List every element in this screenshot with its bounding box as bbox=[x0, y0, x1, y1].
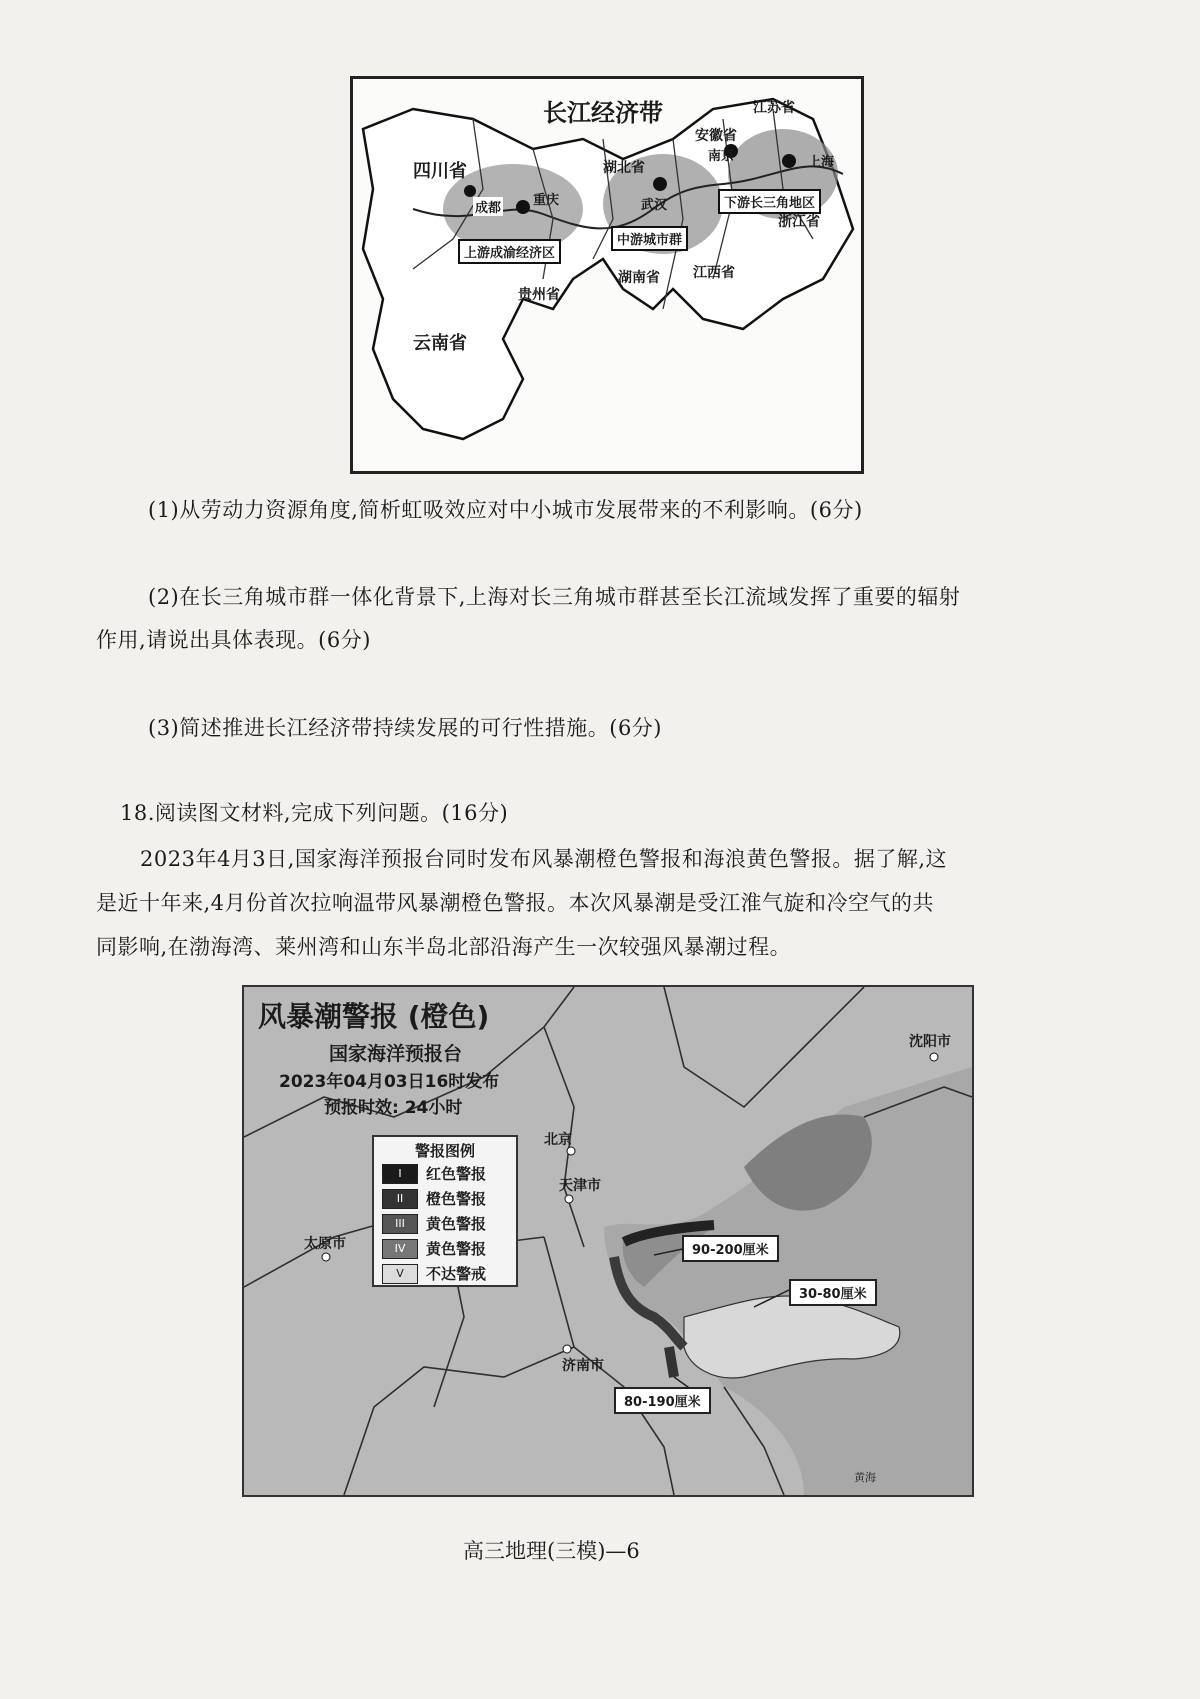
city-tianjin: 天津市 bbox=[559, 1178, 601, 1194]
yangtze-map bbox=[350, 76, 864, 474]
province-hunan: 湖南省 bbox=[618, 270, 660, 286]
callout-30-80: 30-80厘米 bbox=[789, 1279, 877, 1306]
q18-material-line-2: 是近十年来,4月份首次拉响温带风暴潮橙色警报。本次风暴潮是受江淮气旋和冷空气的共 bbox=[96, 891, 935, 915]
city-nanjing: 南京 bbox=[708, 149, 735, 164]
city-beijing: 北京 bbox=[544, 1132, 572, 1148]
city-taiyuan: 太原市 bbox=[304, 1236, 346, 1252]
legend-label-blue: 黄色警报 bbox=[426, 1240, 487, 1258]
province-anhui: 安徽省 bbox=[695, 128, 737, 144]
province-yunnan: 云南省 bbox=[413, 333, 467, 354]
city-shanghai: 上海 bbox=[808, 155, 835, 170]
chongqing-dot bbox=[516, 200, 530, 214]
city-jinan: 济南市 bbox=[562, 1358, 604, 1374]
city-wuhan: 武汉 bbox=[641, 198, 668, 213]
legend-swatch-yellow: III bbox=[382, 1214, 418, 1234]
storm-surge-map bbox=[242, 985, 974, 1497]
callout-90-200: 90-200厘米 bbox=[682, 1235, 779, 1262]
legend-row bbox=[374, 1261, 516, 1286]
legend-swatch-none: V bbox=[382, 1264, 418, 1284]
wuhan-dot bbox=[653, 177, 667, 191]
legend-swatch-orange: II bbox=[382, 1189, 418, 1209]
question-2-line-2: 作用,请说出具体表现。(6分) bbox=[96, 628, 371, 652]
province-jiangxi: 江西省 bbox=[693, 265, 735, 281]
storm-map-validity: 预报时效: 24小时 bbox=[324, 1098, 463, 1118]
question-1: (1)从劳动力资源角度,简析虹吸效应对中小城市发展带来的不利影响。(6分) bbox=[148, 498, 863, 522]
province-hubei: 湖北省 bbox=[603, 160, 645, 176]
province-guizhou: 贵州省 bbox=[518, 287, 560, 303]
sea-area bbox=[604, 1067, 972, 1495]
legend-label-orange: 橙色警报 bbox=[426, 1190, 487, 1208]
yangtze-map-graphic bbox=[353, 79, 861, 471]
legend-label-yellow: 黄色警报 bbox=[426, 1215, 487, 1233]
storm-map-agency: 国家海洋预报台 bbox=[329, 1043, 463, 1065]
shenyang-dot bbox=[930, 1053, 938, 1061]
city-chengdu: 成都 bbox=[473, 197, 503, 216]
province-jiangsu: 江苏省 bbox=[753, 100, 795, 116]
jinan-dot bbox=[563, 1345, 571, 1353]
sea-label: 黄海 bbox=[854, 1471, 876, 1484]
legend-label-red: 红色警报 bbox=[426, 1165, 487, 1183]
q18-material-line-1: 2023年4月3日,国家海洋预报台同时发布风暴潮橙色警报和海浪黄色警报。据了解,这 bbox=[140, 847, 948, 871]
legend-row bbox=[374, 1236, 516, 1261]
legend-row bbox=[374, 1161, 516, 1186]
question-3: (3)简述推进长江经济带持续发展的可行性措施。(6分) bbox=[148, 716, 662, 740]
q18-heading: 18.阅读图文材料,完成下列问题。(16分) bbox=[120, 801, 509, 825]
yangtze-map-title: 长江经济带 bbox=[543, 99, 663, 127]
legend-title: 警报图例 bbox=[414, 1142, 475, 1160]
province-sichuan: 四川省 bbox=[413, 161, 467, 182]
city-chongqing: 重庆 bbox=[533, 193, 560, 208]
province-zhejiang: 浙江省 bbox=[778, 214, 820, 230]
callout-80-190: 80-190厘米 bbox=[614, 1387, 711, 1414]
taiyuan-dot bbox=[322, 1253, 330, 1261]
legend-swatch-blue: IV bbox=[382, 1239, 418, 1259]
shanghai-dot bbox=[782, 154, 796, 168]
storm-map-legend bbox=[372, 1135, 518, 1287]
q18-material-line-3: 同影响,在渤海湾、莱州湾和山东半岛北部沿海产生一次较强风暴潮过程。 bbox=[96, 935, 792, 959]
city-shenyang: 沈阳市 bbox=[909, 1034, 951, 1050]
coast-band-laizhou bbox=[669, 1347, 674, 1377]
region-downstream: 下游长三角地区 bbox=[718, 189, 821, 214]
storm-map-issued: 2023年04月03日16时发布 bbox=[279, 1072, 500, 1092]
legend-row bbox=[374, 1211, 516, 1236]
legend-swatch-red: I bbox=[382, 1164, 418, 1184]
legend-label-none: 不达警戒 bbox=[426, 1265, 487, 1283]
legend-row bbox=[374, 1186, 516, 1211]
region-upstream: 上游成渝经济区 bbox=[458, 239, 561, 264]
tianjin-dot bbox=[565, 1195, 573, 1203]
question-2-line-1: (2)在长三角城市群一体化背景下,上海对长三角城市群甚至长江流域发挥了重要的辐射 bbox=[148, 585, 961, 609]
region-midstream: 中游城市群 bbox=[611, 226, 688, 251]
chengdu-dot bbox=[464, 185, 476, 197]
page-footer: 高三地理(三模)—6 bbox=[463, 1539, 640, 1563]
storm-map-title: 风暴潮警报 (橙色) bbox=[258, 1000, 490, 1033]
